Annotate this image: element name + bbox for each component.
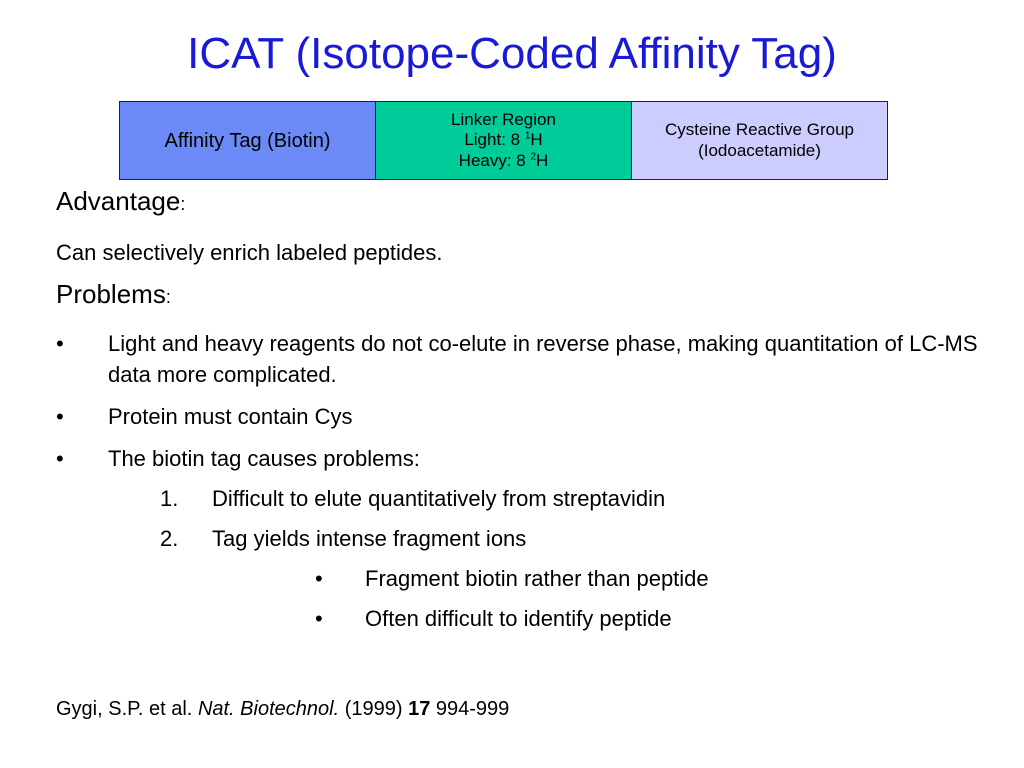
numbered-item	[108, 484, 986, 513]
citation	[56, 696, 509, 722]
affinity-tag-segment	[120, 102, 375, 179]
citation-year: (1999)	[339, 698, 409, 720]
list-item	[56, 328, 986, 390]
advantage-text: Can selectively enrich labeled peptides.	[56, 240, 443, 265]
problems-colon: :	[165, 287, 171, 307]
biotin-problems-list	[108, 484, 986, 633]
advantage-colon: :	[180, 194, 186, 214]
linker-heavy-element: H	[536, 150, 549, 170]
list-item	[56, 443, 986, 633]
sub-list-item-text: Often difficult to identify peptide	[365, 606, 672, 631]
linker-light-isotope: 1	[524, 130, 531, 142]
linker-heavy-isotope: 2	[530, 151, 537, 163]
item-number: 2.	[160, 526, 179, 551]
linker-light-prefix: Light: 8	[464, 130, 525, 150]
linker-light-label	[464, 130, 542, 150]
linker-heavy-prefix: Heavy: 8	[458, 150, 531, 170]
list-item	[56, 401, 986, 432]
linker-region-segment	[375, 102, 631, 179]
linker-heavy-label	[459, 151, 549, 171]
sub-list-item-text: Fragment biotin rather than peptide	[365, 566, 709, 591]
linker-region-label: Linker Region	[451, 109, 556, 129]
problems-list	[56, 328, 986, 633]
citation-pages: 994-999	[430, 698, 510, 720]
bullet-icon: •	[56, 446, 64, 471]
cysteine-reactive-label: Cysteine Reactive Group	[665, 120, 854, 140]
bullet-icon: •	[315, 606, 323, 631]
advantage-heading	[56, 184, 986, 221]
problems-heading-text: Problems	[56, 279, 166, 309]
cysteine-reactive-segment	[631, 102, 887, 179]
slide-body	[56, 184, 986, 644]
advantage-heading-text: Advantage	[56, 186, 181, 216]
item-number: 1.	[160, 486, 179, 511]
bullet-icon: •	[56, 331, 64, 356]
slide-title: ICAT (Isotope-Coded Affinity Tag)	[187, 29, 837, 78]
sub-list-item	[212, 604, 986, 633]
problems-heading	[56, 277, 986, 314]
numbered-item	[108, 524, 986, 633]
linker-light-element: H	[530, 130, 543, 150]
icat-structure-diagram	[119, 101, 888, 180]
iodoacetamide-label: (Iodoacetamide)	[698, 140, 821, 160]
citation-authors: Gygi, S.P. et al.	[56, 698, 198, 720]
fragment-ion-issues-list	[212, 564, 986, 633]
bullet-icon: •	[315, 566, 323, 591]
citation-journal: Nat. Biotechnol.	[197, 698, 340, 720]
sub-list-item	[212, 564, 986, 593]
bullet-icon: •	[56, 404, 64, 429]
citation-volume: 17	[408, 698, 431, 720]
list-item-text: Protein must contain Cys	[108, 404, 353, 429]
numbered-item-text: Tag yields intense fragment ions	[212, 526, 527, 551]
affinity-tag-label: Affinity Tag (Biotin)	[164, 129, 331, 152]
numbered-item-text: Difficult to elute quantitatively from streptavidin	[212, 486, 666, 511]
list-item-text: Light and heavy reagents do not co-elute in reverse phase, making quantitation of LC-MS data more complicated.	[108, 331, 978, 387]
list-item-text: The biotin tag causes problems:	[108, 446, 420, 471]
